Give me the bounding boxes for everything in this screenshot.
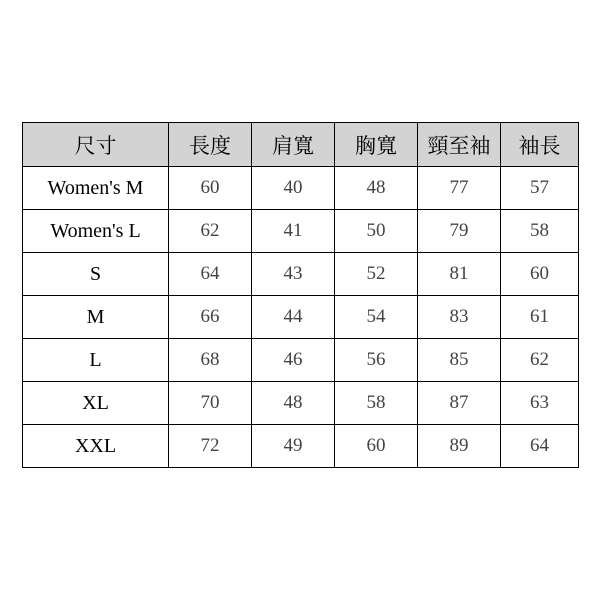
sleeve-length-cell: 57 [501,167,579,210]
neck-to-sleeve-cell: 87 [418,382,501,425]
size-cell: S [23,253,169,296]
neck-to-sleeve-cell: 77 [418,167,501,210]
shoulder-width-cell: 41 [252,210,335,253]
length-cell: 68 [169,339,252,382]
shoulder-width-cell: 49 [252,425,335,468]
neck-to-sleeve-cell: 89 [418,425,501,468]
header-neck-to-sleeve: 頸至袖 [418,123,501,167]
shoulder-width-cell: 48 [252,382,335,425]
size-cell: XXL [23,425,169,468]
sleeve-length-cell: 58 [501,210,579,253]
header-size: 尺寸 [23,123,169,167]
length-cell: 66 [169,296,252,339]
header-length: 長度 [169,123,252,167]
neck-to-sleeve-cell: 81 [418,253,501,296]
chest-width-cell: 52 [335,253,418,296]
size-cell: Women's L [23,210,169,253]
chest-width-cell: 54 [335,296,418,339]
size-cell: M [23,296,169,339]
table-row [23,339,579,382]
size-cell: L [23,339,169,382]
header-row [23,123,579,167]
length-cell: 60 [169,167,252,210]
size-chart-body [23,167,579,468]
header-chest-width: 胸寬 [335,123,418,167]
sleeve-length-cell: 64 [501,425,579,468]
shoulder-width-cell: 46 [252,339,335,382]
neck-to-sleeve-cell: 83 [418,296,501,339]
shoulder-width-cell: 40 [252,167,335,210]
table-row [23,382,579,425]
table-row [23,167,579,210]
shoulder-width-cell: 43 [252,253,335,296]
size-cell: Women's M [23,167,169,210]
size-chart-header [23,123,579,167]
header-shoulder-width: 肩寬 [252,123,335,167]
length-cell: 72 [169,425,252,468]
shoulder-width-cell: 44 [252,296,335,339]
size-cell: XL [23,382,169,425]
length-cell: 62 [169,210,252,253]
chest-width-cell: 60 [335,425,418,468]
chest-width-cell: 50 [335,210,418,253]
chest-width-cell: 58 [335,382,418,425]
header-sleeve-length: 袖長 [501,123,579,167]
sleeve-length-cell: 62 [501,339,579,382]
table-row [23,296,579,339]
sleeve-length-cell: 63 [501,382,579,425]
table-row [23,210,579,253]
table-row [23,253,579,296]
table-row [23,425,579,468]
length-cell: 70 [169,382,252,425]
neck-to-sleeve-cell: 85 [418,339,501,382]
chest-width-cell: 56 [335,339,418,382]
size-chart-table [22,122,579,468]
length-cell: 64 [169,253,252,296]
chest-width-cell: 48 [335,167,418,210]
sleeve-length-cell: 60 [501,253,579,296]
sleeve-length-cell: 61 [501,296,579,339]
neck-to-sleeve-cell: 79 [418,210,501,253]
